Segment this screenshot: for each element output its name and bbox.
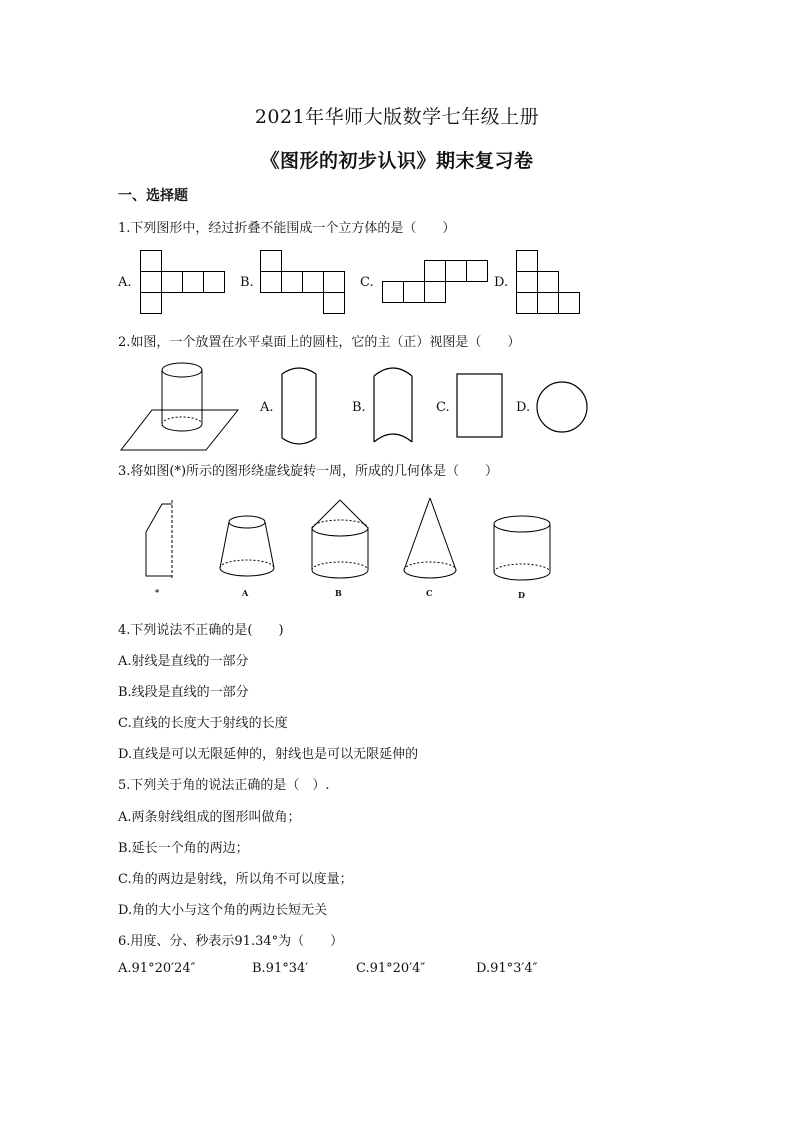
q4-option-c: C.直线的长度大于射线的长度 xyxy=(118,716,288,731)
q1-option-c-label: C. xyxy=(360,275,374,290)
q3-source-label: * xyxy=(155,587,160,597)
q1-option-b-label: B. xyxy=(240,275,254,290)
q6-option-a: A.91°20′24″ xyxy=(118,961,196,976)
question-5-stem: 5.下列关于角的说法正确的是（ ）. xyxy=(118,778,330,793)
question-1-stem: 1.下列图形中，经过折叠不能围成一个立方体的是（ ） xyxy=(118,221,456,236)
q4-option-b: B.线段是直线的一部分 xyxy=(118,685,249,700)
question-2-stem: 2.如图，一个放置在水平桌面上的圆柱，它的主（正）视图是（ ） xyxy=(118,335,521,350)
q4-option-a: A.射线是直线的一部分 xyxy=(118,654,249,669)
q1-net-a xyxy=(140,250,230,315)
q2-cylinder-on-table xyxy=(120,358,245,453)
q3-figure-c xyxy=(400,496,462,584)
q4-option-d: D.直线是可以无限延伸的，射线也是可以无限延伸的 xyxy=(118,747,419,762)
q6-option-c: C.91°20′4″ xyxy=(356,961,426,976)
q2-option-c-label: C. xyxy=(436,400,450,415)
q6-option-b: B.91°34′ xyxy=(252,961,309,976)
q2-option-a-label: A. xyxy=(260,400,274,415)
q2-shape-c xyxy=(456,373,504,439)
q3-figure-d-label: D xyxy=(518,590,525,600)
q1-net-d xyxy=(516,250,586,315)
q1-option-d-label: D. xyxy=(494,275,509,290)
q2-shape-d xyxy=(536,381,590,435)
q5-option-b: B.延长一个角的两边； xyxy=(118,841,249,856)
q5-option-d: D.角的大小与这个角的两边长短无关 xyxy=(118,903,328,918)
q5-option-c: C.角的两边是射线，所以角不可以度量； xyxy=(118,872,353,887)
q2-shape-a xyxy=(280,366,320,448)
question-3-stem: 3.将如图(*)所示的图形绕虚线旋转一周，所成的几何体是（ ） xyxy=(118,464,499,479)
q2-option-d-label: D. xyxy=(516,400,531,415)
document-subtitle: 《图形的初步认识》期末复习卷 xyxy=(260,150,534,172)
q2-option-b-label: B. xyxy=(352,400,366,415)
q3-figure-c-label: C xyxy=(426,588,433,598)
q3-figure-d xyxy=(490,514,554,584)
section-heading: 一、选择题 xyxy=(118,188,188,204)
q2-shape-b xyxy=(372,366,416,448)
question-6-stem: 6.用度、分、秒表示91.34°为（ ） xyxy=(118,934,344,949)
question-4-stem: 4.下列说法不正确的是( ) xyxy=(118,623,284,638)
q1-net-c xyxy=(382,260,492,305)
q3-figure-b-label: B xyxy=(335,588,342,598)
q1-net-b xyxy=(260,250,350,315)
q1-option-a-label: A. xyxy=(118,275,132,290)
q3-figure-a-label: A xyxy=(242,588,249,598)
q5-option-a: A.两条射线组成的图形叫做角； xyxy=(118,810,301,825)
q3-source-shape xyxy=(138,500,178,585)
q3-figure-a xyxy=(214,512,280,582)
q3-figure-b xyxy=(306,498,374,582)
q6-option-d: D.91°3′4″ xyxy=(476,961,538,976)
document-title: 2021年华师大版数学七年级上册 xyxy=(254,106,540,128)
